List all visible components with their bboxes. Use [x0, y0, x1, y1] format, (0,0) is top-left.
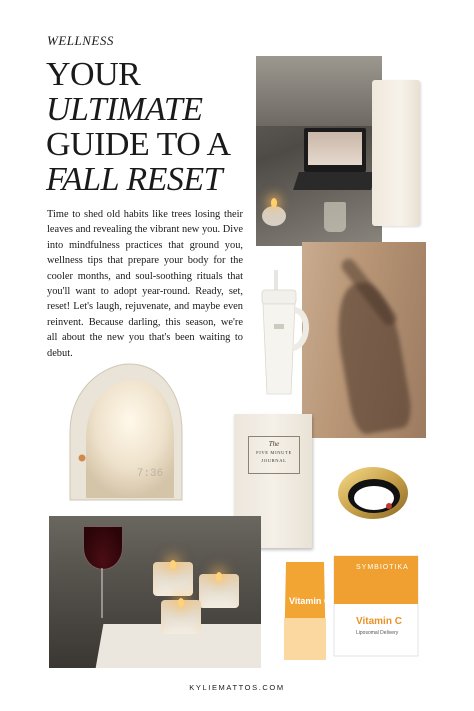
section-kicker: WELLNESS: [47, 33, 114, 48]
lamp-clock-display: 7:36: [136, 468, 164, 480]
vitamin-name-packet: Vitamin C: [289, 596, 331, 606]
candle-flame-3: [178, 598, 184, 607]
title-line-1: YOUR: [46, 56, 141, 93]
sunrise-lamp-image: [64, 362, 188, 502]
site-url[interactable]: KYLIEMATTOS.COM: [189, 683, 285, 692]
yoga-mat-image: [372, 80, 420, 226]
intro-paragraph: Time to shed old habits like trees losing their leaves and revealing the vibrant new you. Dive into mindfulness practices that ground you, wellness tips that prepare your body for the cooler months, and soul-soothing rituals that you'll want to adopt year-round. Ready, set, reset! Let's laugh, rejuvenate, and maybe even reinvent. Because darling, this season, we're all about the new you that's been waiting to debut.: [47, 209, 243, 359]
drinking-glass: [324, 202, 346, 232]
keyboard: [293, 172, 377, 190]
stretch-shadow-photo: [302, 242, 426, 438]
page-title: [46, 57, 246, 197]
vitamin-c-product-image: [280, 548, 420, 664]
candle-flame: [271, 198, 277, 207]
title-line-4: FALL RESET: [46, 161, 223, 198]
vitamin-brand-box: SYMBIOTIKA: [356, 564, 409, 571]
wine-glass-stem: [101, 568, 103, 618]
vitamin-name-box: Vitamin C: [356, 616, 402, 627]
candle-holder: [262, 206, 286, 226]
journal-title-2: JOURNAL: [261, 458, 287, 463]
tumbler-image: [252, 270, 312, 398]
candles-wine-photo: [49, 516, 261, 668]
journal-title-1: FIVE MINUTE: [256, 450, 292, 455]
desk-laptop-photo: [256, 56, 382, 246]
candle-flame-1: [170, 560, 176, 569]
candle-flame-2: [216, 572, 222, 581]
shadow-silhouette: [329, 278, 414, 436]
smart-ring-image: [334, 462, 412, 524]
vitamin-sub-box: Liposomal Delivery: [356, 630, 399, 636]
title-line-3: GUIDE TO A: [46, 126, 231, 163]
journal-the: The: [268, 440, 280, 448]
journal-label: [248, 436, 300, 474]
wine-glass: [83, 526, 123, 570]
window-light: [256, 56, 382, 126]
laptop-screen: [308, 132, 362, 165]
title-line-2: ULTIMATE: [46, 91, 203, 128]
